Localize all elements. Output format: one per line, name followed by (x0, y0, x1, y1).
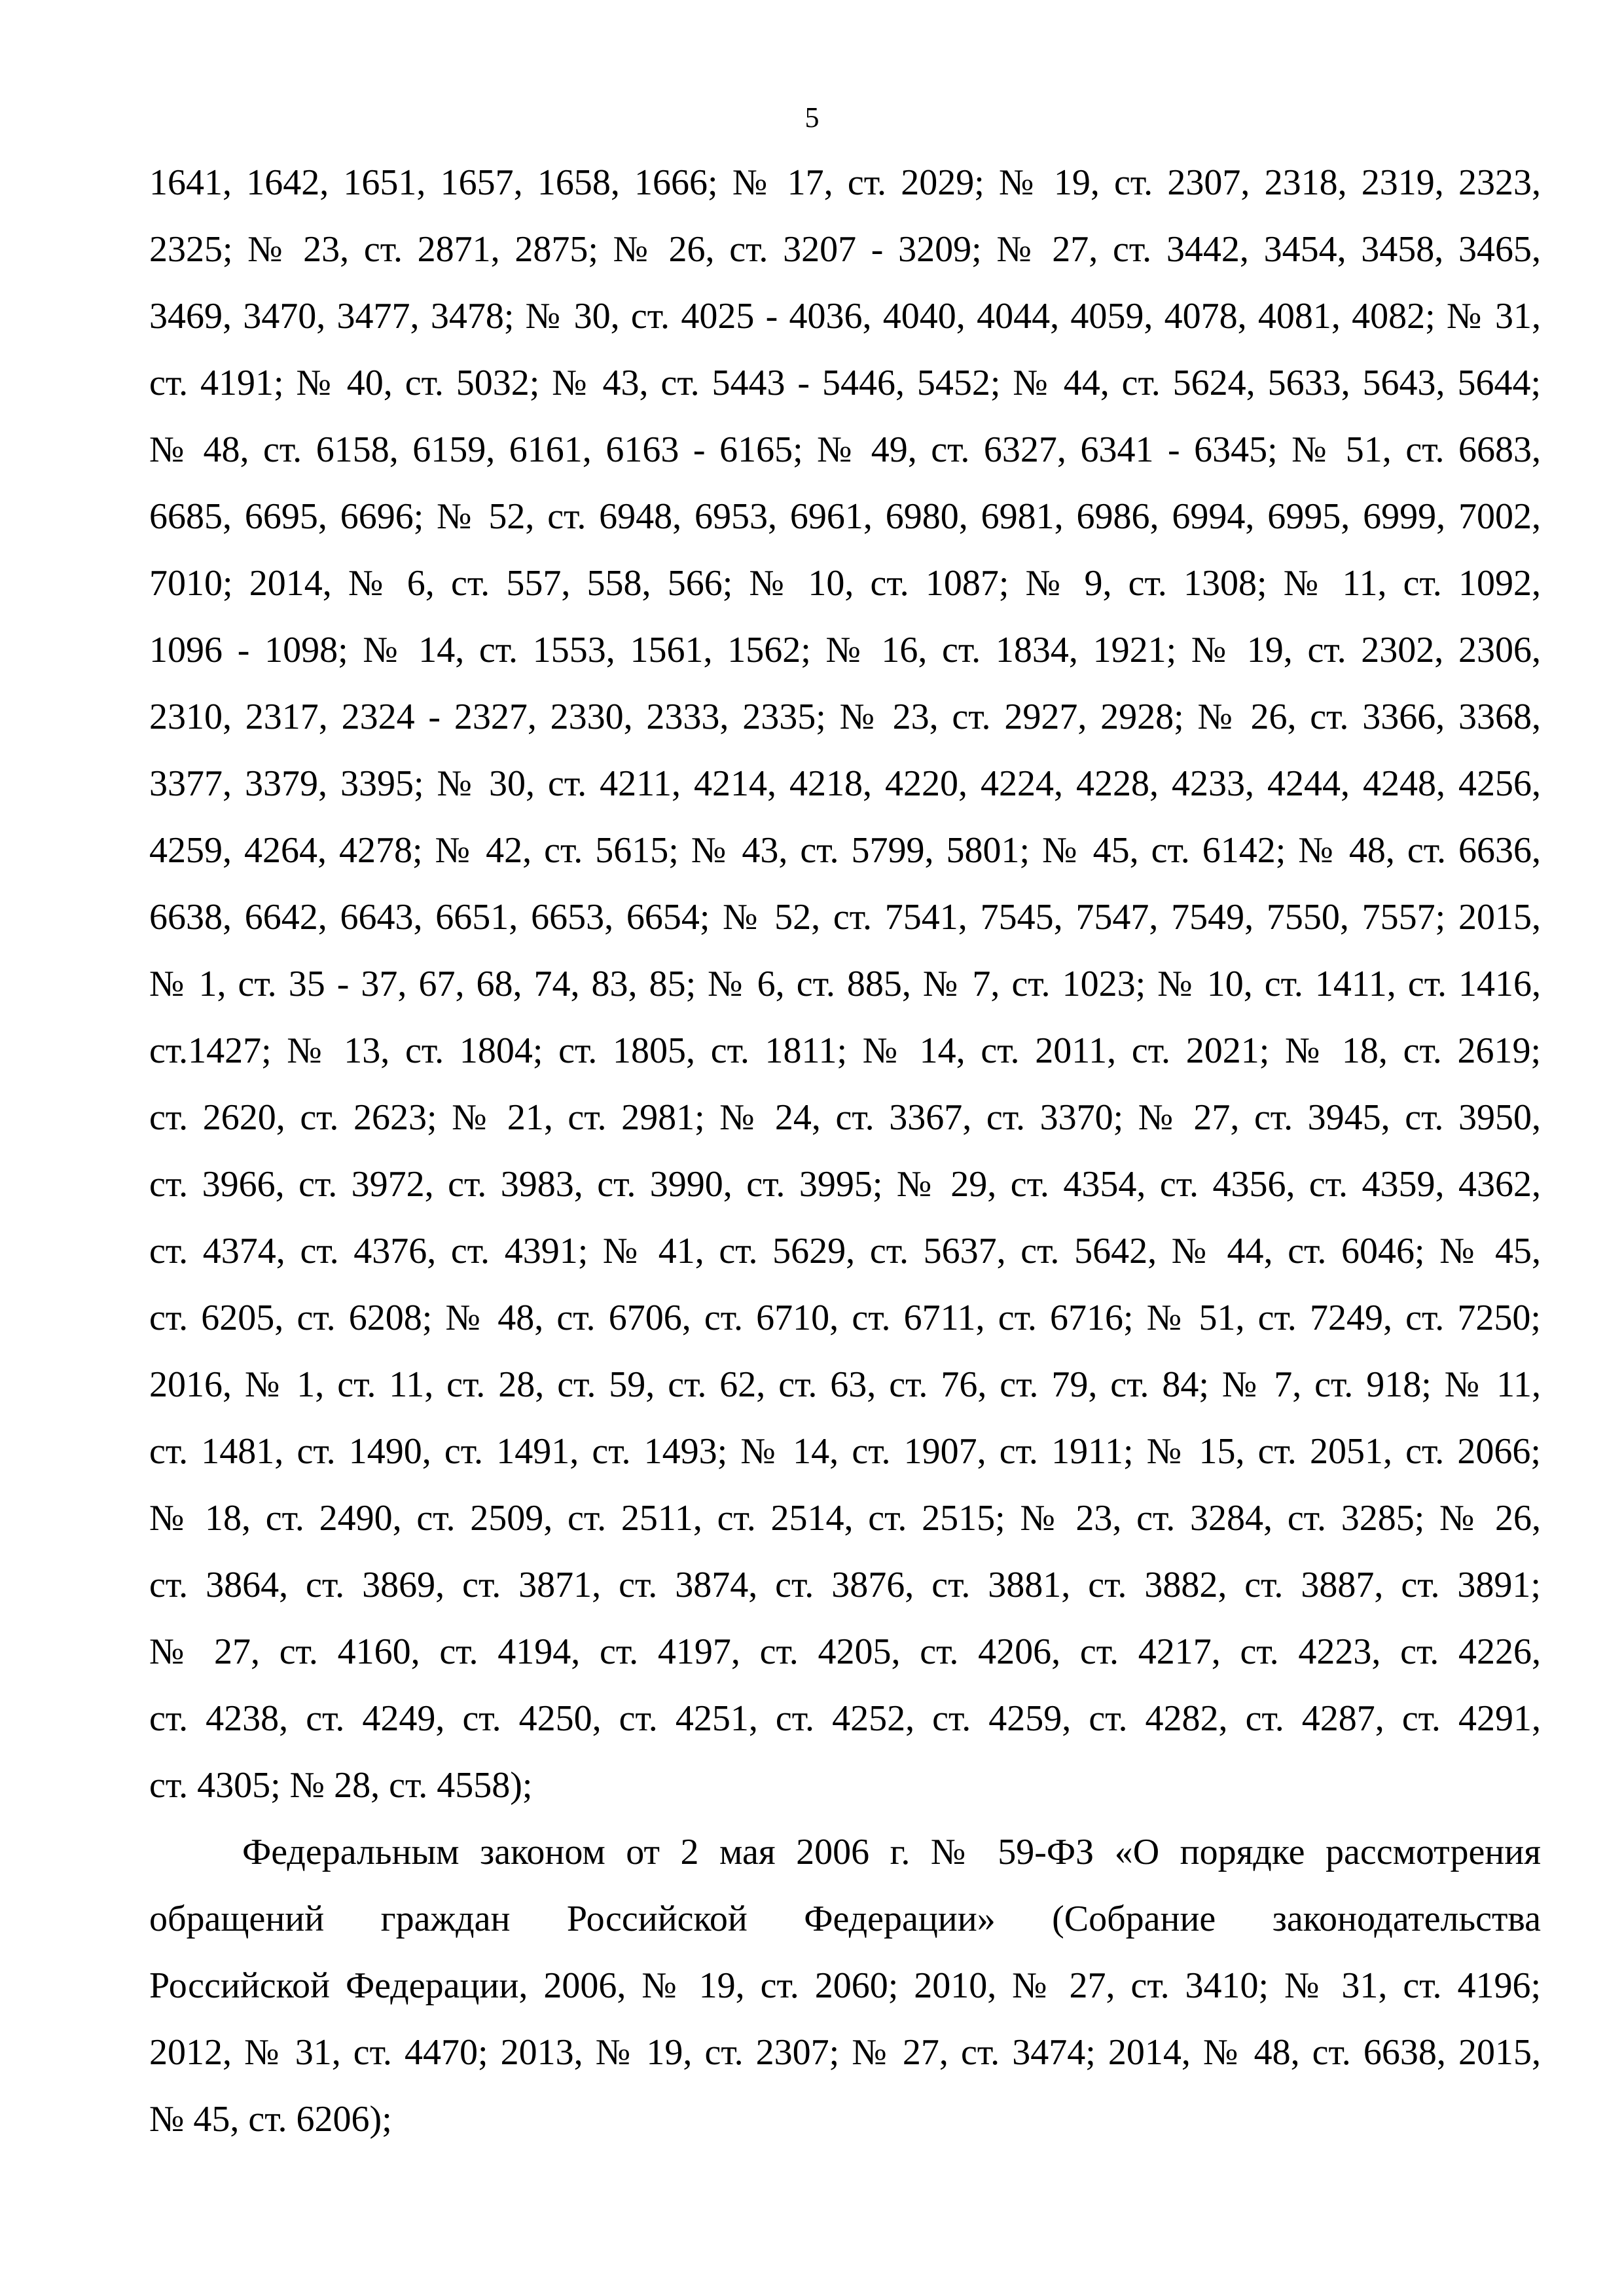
text-line: Российской Федерации, 2006, № 19, ст. 2060; 2010, № 27, ст. 3410; № 31, ст. 4196; (149, 1965, 1541, 2006)
document-body (149, 149, 1541, 2153)
text-line: 1096 - 1098; № 14, ст. 1553, 1561, 1562; № 16, ст. 1834, 1921; № 19, ст. 2302, 2306, (149, 630, 1541, 670)
text-line: 6685, 6695, 6696; № 52, ст. 6948, 6953, 6961, 6980, 6981, 6986, 6994, 6995, 6999, 7002, (149, 496, 1541, 537)
text-line: 2016, № 1, ст. 11, ст. 28, ст. 59, ст. 62, ст. 63, ст. 76, ст. 79, ст. 84; № 7, ст. 918; № 11, (149, 1364, 1541, 1405)
text-line: № 1, ст. 35 - 37, 67, 68, 74, 83, 85; № 6, ст. 885, № 7, ст. 1023; № 10, ст. 1411, ст. 1416, (149, 964, 1541, 1004)
text-line: ст. 4374, ст. 4376, ст. 4391; № 41, ст. 5629, ст. 5637, ст. 5642, № 44, ст. 6046; № 45, (149, 1231, 1541, 1271)
text-line: № 45, ст. 6206); (149, 2099, 392, 2140)
text-line: ст.1427; № 13, ст. 1804; ст. 1805, ст. 1811; № 14, ст. 2011, ст. 2021; № 18, ст. 2619; (149, 1030, 1541, 1071)
text-line: 2325; № 23, ст. 2871, 2875; № 26, ст. 3207 - 3209; № 27, ст. 3442, 3454, 3458, 3465, (149, 229, 1541, 270)
text-line: ст. 4305; № 28, ст. 4558); (149, 1765, 533, 1806)
text-line: ст. 3966, ст. 3972, ст. 3983, ст. 3990, ст. 3995; № 29, ст. 4354, ст. 4356, ст. 4359, 4362, (149, 1164, 1541, 1205)
text-line: № 27, ст. 4160, ст. 4194, ст. 4197, ст. 4205, ст. 4206, ст. 4217, ст. 4223, ст. 4226, (149, 1631, 1541, 1672)
text-line: 6638, 6642, 6643, 6651, 6653, 6654; № 52, ст. 7541, 7545, 7547, 7549, 7550, 7557; 2015, (149, 897, 1541, 938)
text-line: 7010; 2014, № 6, ст. 557, 558, 566; № 10, ст. 1087; № 9, ст. 1308; № 11, ст. 1092, (149, 563, 1541, 604)
text-line: 1641, 1642, 1651, 1657, 1658, 1666; № 17, ст. 2029; № 19, ст. 2307, 2318, 2319, 2323, (149, 162, 1541, 203)
text-line: ст. 6205, ст. 6208; № 48, ст. 6706, ст. 6710, ст. 6711, ст. 6716; № 51, ст. 7249, ст. 7250; (149, 1298, 1541, 1338)
text-line: № 48, ст. 6158, 6159, 6161, 6163 - 6165; № 49, ст. 6327, 6341 - 6345; № 51, ст. 6683, (149, 429, 1541, 470)
page-number: 5 (804, 101, 820, 134)
text-line: ст. 4238, ст. 4249, ст. 4250, ст. 4251, ст. 4252, ст. 4259, ст. 4282, ст. 4287, ст. 4291, (149, 1698, 1541, 1739)
text-line: ст. 3864, ст. 3869, ст. 3871, ст. 3874, ст. 3876, ст. 3881, ст. 3882, ст. 3887, ст. 3891; (149, 1565, 1541, 1605)
paragraph-federal-law-59 (149, 1819, 1541, 2153)
text-line: обращений граждан Российской Федерации» (Собрание законодательства (149, 1899, 1541, 1939)
text-line: ст. 4191; № 40, ст. 5032; № 43, ст. 5443 - 5446, 5452; № 44, ст. 5624, 5633, 5643, 5644; (149, 363, 1541, 403)
text-line: Федеральным законом от 2 мая 2006 г. № 59-ФЗ «О порядке рассмотрения (242, 1832, 1541, 1872)
text-line: 3469, 3470, 3477, 3478; № 30, ст. 4025 - 4036, 4040, 4044, 4059, 4078, 4081, 4082; № 31, (149, 296, 1541, 337)
text-line: ст. 2620, ст. 2623; № 21, ст. 2981; № 24, ст. 3367, ст. 3370; № 27, ст. 3945, ст. 3950, (149, 1097, 1541, 1138)
paragraph-citation-list (149, 149, 1541, 1819)
text-line: 4259, 4264, 4278; № 42, ст. 5615; № 43, ст. 5799, 5801; № 45, ст. 6142; № 48, ст. 6636, (149, 830, 1541, 871)
text-line: ст. 1481, ст. 1490, ст. 1491, ст. 1493; № 14, ст. 1907, ст. 1911; № 15, ст. 2051, ст. 2066; (149, 1431, 1541, 1472)
text-line: 2310, 2317, 2324 - 2327, 2330, 2333, 2335; № 23, ст. 2927, 2928; № 26, ст. 3366, 3368, (149, 697, 1541, 737)
text-line: № 18, ст. 2490, ст. 2509, ст. 2511, ст. 2514, ст. 2515; № 23, ст. 3284, ст. 3285; № 26, (149, 1498, 1541, 1539)
text-line: 3377, 3379, 3395; № 30, ст. 4211, 4214, 4218, 4220, 4224, 4228, 4233, 4244, 4248, 4256, (149, 763, 1541, 804)
text-line: 2012, № 31, ст. 4470; 2013, № 19, ст. 2307; № 27, ст. 3474; 2014, № 48, ст. 6638, 2015, (149, 2032, 1541, 2073)
